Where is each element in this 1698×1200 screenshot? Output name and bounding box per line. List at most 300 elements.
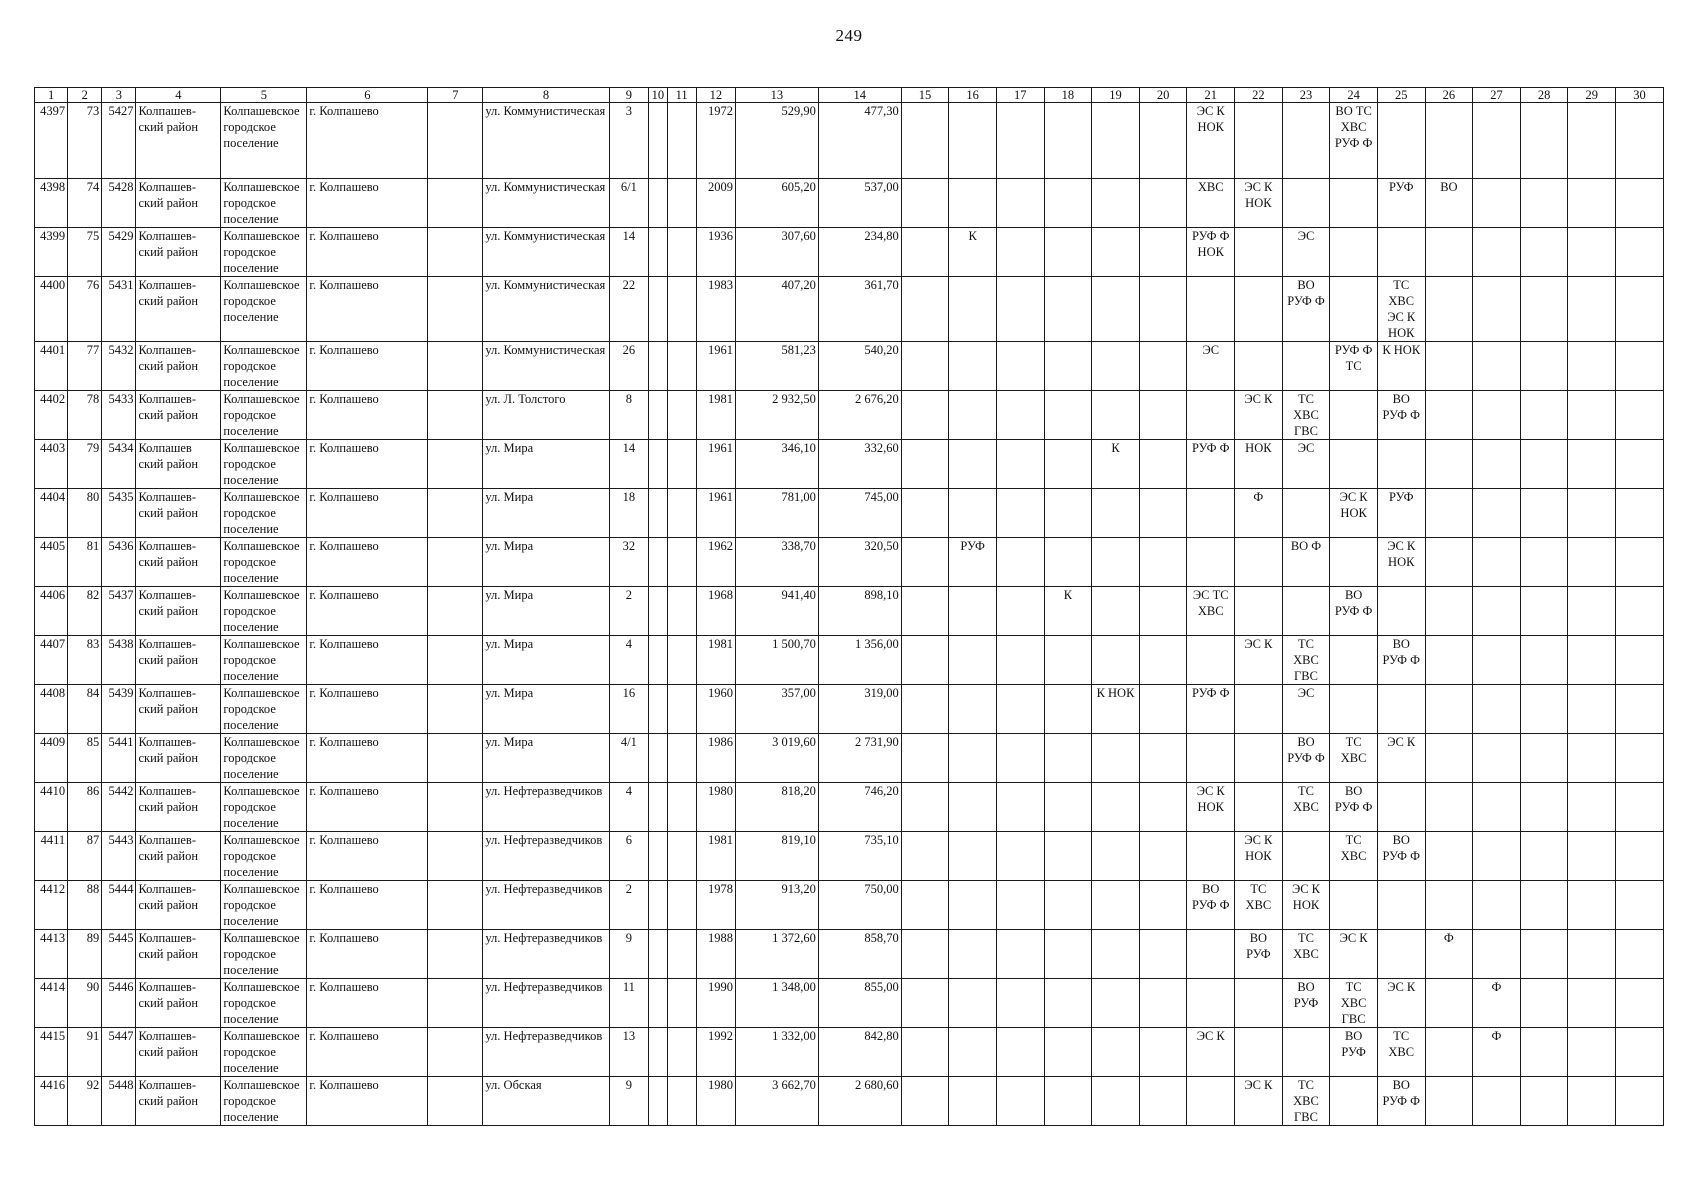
cell-col-22: Ф <box>1235 489 1283 538</box>
table-row <box>35 228 1664 277</box>
cell-col-20 <box>1139 440 1187 489</box>
cell-col-22 <box>1235 734 1283 783</box>
cell-col-26 <box>1425 277 1473 342</box>
cell-col-30 <box>1616 277 1664 342</box>
cell-col-25 <box>1377 930 1425 979</box>
cell-col-5: Колпашевское городское поселение <box>221 783 307 832</box>
cell-col-4: Колпашев- ский район <box>136 636 221 685</box>
cell-col-19 <box>1092 636 1140 685</box>
cell-col-22 <box>1235 103 1283 179</box>
cell-col-6: г. Колпашево <box>307 734 428 783</box>
cell-col-3: 5435 <box>102 489 136 538</box>
cell-col-8: ул. Мира <box>483 489 609 538</box>
cell-col-1: 4414 <box>35 979 68 1028</box>
column-header: 15 <box>901 88 949 103</box>
cell-col-9: 16 <box>609 685 648 734</box>
cell-col-12: 1981 <box>696 832 735 881</box>
cell-col-7 <box>428 103 483 179</box>
cell-col-28 <box>1520 1077 1568 1126</box>
cell-col-4: Колпашев- ский район <box>136 277 221 342</box>
cell-col-17 <box>996 103 1044 179</box>
cell-col-16 <box>949 440 997 489</box>
cell-col-27 <box>1473 1077 1521 1126</box>
cell-col-29 <box>1568 1077 1616 1126</box>
column-header: 21 <box>1187 88 1235 103</box>
cell-col-2: 91 <box>68 1028 102 1077</box>
cell-col-30 <box>1616 636 1664 685</box>
cell-col-28 <box>1520 179 1568 228</box>
cell-col-17 <box>996 734 1044 783</box>
cell-col-24: ТС ХВС <box>1330 734 1378 783</box>
cell-col-10 <box>649 636 668 685</box>
cell-col-26 <box>1425 587 1473 636</box>
cell-col-27 <box>1473 930 1521 979</box>
cell-col-12: 1961 <box>696 489 735 538</box>
cell-col-25 <box>1377 587 1425 636</box>
column-header: 17 <box>996 88 1044 103</box>
cell-col-29 <box>1568 1028 1616 1077</box>
column-header: 19 <box>1092 88 1140 103</box>
cell-col-1: 4415 <box>35 1028 68 1077</box>
cell-col-29 <box>1568 440 1616 489</box>
cell-col-5: Колпашевское городское поселение <box>221 1077 307 1126</box>
cell-col-10 <box>649 1077 668 1126</box>
cell-col-6: г. Колпашево <box>307 179 428 228</box>
cell-col-12: 1980 <box>696 783 735 832</box>
cell-col-7 <box>428 277 483 342</box>
cell-col-24 <box>1330 228 1378 277</box>
cell-col-11 <box>667 440 696 489</box>
cell-col-20 <box>1139 228 1187 277</box>
cell-col-16 <box>949 1028 997 1077</box>
cell-col-11 <box>667 734 696 783</box>
cell-col-26 <box>1425 685 1473 734</box>
cell-col-16: РУФ <box>949 538 997 587</box>
cell-col-14: 2 731,90 <box>818 734 901 783</box>
table-row <box>35 1077 1664 1126</box>
cell-col-18 <box>1044 881 1092 930</box>
cell-col-22 <box>1235 1028 1283 1077</box>
cell-col-17 <box>996 440 1044 489</box>
cell-col-11 <box>667 1028 696 1077</box>
cell-col-11 <box>667 391 696 440</box>
cell-col-19 <box>1092 881 1140 930</box>
cell-col-14: 735,10 <box>818 832 901 881</box>
cell-col-18: К <box>1044 587 1092 636</box>
cell-col-18 <box>1044 832 1092 881</box>
cell-col-10 <box>649 179 668 228</box>
cell-col-7 <box>428 979 483 1028</box>
cell-col-10 <box>649 734 668 783</box>
cell-col-30 <box>1616 342 1664 391</box>
cell-col-26 <box>1425 440 1473 489</box>
column-header: 12 <box>696 88 735 103</box>
cell-col-17 <box>996 538 1044 587</box>
cell-col-22: НОК <box>1235 440 1283 489</box>
cell-col-23: ТС ХВС ГВС <box>1282 391 1330 440</box>
cell-col-19 <box>1092 103 1140 179</box>
cell-col-3: 5443 <box>102 832 136 881</box>
cell-col-15 <box>901 1028 949 1077</box>
cell-col-16 <box>949 636 997 685</box>
cell-col-8: ул. Коммунистическая <box>483 277 609 342</box>
cell-col-20 <box>1139 1077 1187 1126</box>
cell-col-15 <box>901 832 949 881</box>
cell-col-23: ТС ХВС ГВС <box>1282 636 1330 685</box>
cell-col-8: ул. Нефтеразведчиков <box>483 832 609 881</box>
cell-col-26 <box>1425 391 1473 440</box>
cell-col-13: 407,20 <box>736 277 819 342</box>
cell-col-30 <box>1616 832 1664 881</box>
cell-col-2: 76 <box>68 277 102 342</box>
cell-col-21: ЭС К НОК <box>1187 783 1235 832</box>
cell-col-21 <box>1187 734 1235 783</box>
cell-col-10 <box>649 685 668 734</box>
cell-col-5: Колпашевское городское поселение <box>221 440 307 489</box>
cell-col-21: РУФ Ф <box>1187 685 1235 734</box>
cell-col-13: 1 332,00 <box>736 1028 819 1077</box>
cell-col-17 <box>996 587 1044 636</box>
cell-col-22: ЭС К <box>1235 636 1283 685</box>
table-row <box>35 930 1664 979</box>
cell-col-26 <box>1425 783 1473 832</box>
cell-col-26 <box>1425 342 1473 391</box>
cell-col-25: ЭС К <box>1377 734 1425 783</box>
cell-col-12: 1968 <box>696 587 735 636</box>
cell-col-15 <box>901 930 949 979</box>
cell-col-6: г. Колпашево <box>307 277 428 342</box>
cell-col-3: 5436 <box>102 538 136 587</box>
cell-col-22 <box>1235 342 1283 391</box>
cell-col-4: Колпашев- ский район <box>136 103 221 179</box>
cell-col-16 <box>949 734 997 783</box>
cell-col-5: Колпашевское городское поселение <box>221 930 307 979</box>
cell-col-6: г. Колпашево <box>307 636 428 685</box>
cell-col-23: ТС ХВС <box>1282 783 1330 832</box>
cell-col-30 <box>1616 538 1664 587</box>
cell-col-18 <box>1044 685 1092 734</box>
cell-col-14: 898,10 <box>818 587 901 636</box>
cell-col-5: Колпашевское городское поселение <box>221 489 307 538</box>
cell-col-8: ул. Мира <box>483 636 609 685</box>
cell-col-15 <box>901 881 949 930</box>
cell-col-1: 4410 <box>35 783 68 832</box>
cell-col-18 <box>1044 1028 1092 1077</box>
cell-col-19 <box>1092 979 1140 1028</box>
cell-col-25: РУФ <box>1377 179 1425 228</box>
cell-col-22 <box>1235 979 1283 1028</box>
cell-col-3: 5442 <box>102 783 136 832</box>
cell-col-29 <box>1568 103 1616 179</box>
cell-col-9: 13 <box>609 1028 648 1077</box>
cell-col-8: ул. Коммунистическая <box>483 342 609 391</box>
cell-col-12: 1961 <box>696 440 735 489</box>
cell-col-2: 79 <box>68 440 102 489</box>
cell-col-13: 819,10 <box>736 832 819 881</box>
cell-col-7 <box>428 391 483 440</box>
cell-col-9: 26 <box>609 342 648 391</box>
cell-col-16 <box>949 1077 997 1126</box>
cell-col-3: 5434 <box>102 440 136 489</box>
cell-col-3: 5445 <box>102 930 136 979</box>
cell-col-23 <box>1282 489 1330 538</box>
cell-col-2: 90 <box>68 979 102 1028</box>
column-header: 29 <box>1568 88 1616 103</box>
cell-col-20 <box>1139 930 1187 979</box>
column-header: 23 <box>1282 88 1330 103</box>
cell-col-6: г. Колпашево <box>307 685 428 734</box>
cell-col-30 <box>1616 440 1664 489</box>
cell-col-9: 6 <box>609 832 648 881</box>
column-header: 28 <box>1520 88 1568 103</box>
cell-col-13: 818,20 <box>736 783 819 832</box>
cell-col-17 <box>996 489 1044 538</box>
cell-col-25 <box>1377 440 1425 489</box>
cell-col-29 <box>1568 734 1616 783</box>
cell-col-6: г. Колпашево <box>307 832 428 881</box>
cell-col-11 <box>667 783 696 832</box>
cell-col-10 <box>649 391 668 440</box>
cell-col-24: ВО ТС ХВС РУФ Ф <box>1330 103 1378 179</box>
column-header: 1 <box>35 88 68 103</box>
cell-col-9: 9 <box>609 1077 648 1126</box>
cell-col-13: 1 348,00 <box>736 979 819 1028</box>
cell-col-19 <box>1092 342 1140 391</box>
cell-col-30 <box>1616 489 1664 538</box>
cell-col-18 <box>1044 489 1092 538</box>
cell-col-12: 1972 <box>696 103 735 179</box>
cell-col-17 <box>996 277 1044 342</box>
cell-col-16 <box>949 489 997 538</box>
cell-col-10 <box>649 489 668 538</box>
cell-col-2: 75 <box>68 228 102 277</box>
cell-col-8: ул. Нефтеразведчиков <box>483 1028 609 1077</box>
cell-col-30 <box>1616 1028 1664 1077</box>
cell-col-23 <box>1282 832 1330 881</box>
cell-col-12: 1981 <box>696 636 735 685</box>
cell-col-27 <box>1473 587 1521 636</box>
table-row <box>35 881 1664 930</box>
cell-col-11 <box>667 179 696 228</box>
cell-col-29 <box>1568 179 1616 228</box>
table-row <box>35 391 1664 440</box>
cell-col-2: 83 <box>68 636 102 685</box>
cell-col-13: 307,60 <box>736 228 819 277</box>
column-header: 27 <box>1473 88 1521 103</box>
cell-col-1: 4401 <box>35 342 68 391</box>
cell-col-7 <box>428 685 483 734</box>
cell-col-17 <box>996 342 1044 391</box>
cell-col-5: Колпашевское городское поселение <box>221 979 307 1028</box>
cell-col-24 <box>1330 391 1378 440</box>
page-number: 249 <box>835 26 863 45</box>
cell-col-5: Колпашевское городское поселение <box>221 103 307 179</box>
cell-col-25: РУФ <box>1377 489 1425 538</box>
cell-col-8: ул. Мира <box>483 587 609 636</box>
cell-col-14: 858,70 <box>818 930 901 979</box>
cell-col-11 <box>667 538 696 587</box>
cell-col-8: ул. Л. Толстого <box>483 391 609 440</box>
cell-col-15 <box>901 783 949 832</box>
cell-col-22: ЭС К <box>1235 1077 1283 1126</box>
cell-col-15 <box>901 734 949 783</box>
cell-col-26: Ф <box>1425 930 1473 979</box>
cell-col-24 <box>1330 636 1378 685</box>
cell-col-13: 941,40 <box>736 587 819 636</box>
cell-col-14: 750,00 <box>818 881 901 930</box>
cell-col-2: 86 <box>68 783 102 832</box>
cell-col-20 <box>1139 636 1187 685</box>
cell-col-1: 4403 <box>35 440 68 489</box>
cell-col-2: 85 <box>68 734 102 783</box>
cell-col-8: ул. Мира <box>483 440 609 489</box>
cell-col-15 <box>901 179 949 228</box>
cell-col-19 <box>1092 391 1140 440</box>
cell-col-24 <box>1330 1077 1378 1126</box>
cell-col-12: 1962 <box>696 538 735 587</box>
cell-col-27 <box>1473 636 1521 685</box>
cell-col-5: Колпашевское городское поселение <box>221 881 307 930</box>
cell-col-13: 3 019,60 <box>736 734 819 783</box>
cell-col-13: 581,23 <box>736 342 819 391</box>
cell-col-11 <box>667 277 696 342</box>
cell-col-7 <box>428 1028 483 1077</box>
cell-col-2: 73 <box>68 103 102 179</box>
cell-col-23: ВО РУФ Ф <box>1282 734 1330 783</box>
cell-col-18 <box>1044 783 1092 832</box>
cell-col-14: 2 676,20 <box>818 391 901 440</box>
cell-col-16: К <box>949 228 997 277</box>
column-header: 7 <box>428 88 483 103</box>
cell-col-21 <box>1187 538 1235 587</box>
cell-col-1: 4406 <box>35 587 68 636</box>
cell-col-5: Колпашевское городское поселение <box>221 685 307 734</box>
cell-col-27 <box>1473 832 1521 881</box>
cell-col-7 <box>428 228 483 277</box>
cell-col-14: 746,20 <box>818 783 901 832</box>
cell-col-1: 4398 <box>35 179 68 228</box>
cell-col-17 <box>996 832 1044 881</box>
column-header: 4 <box>136 88 221 103</box>
cell-col-2: 80 <box>68 489 102 538</box>
cell-col-26 <box>1425 832 1473 881</box>
cell-col-25: ЭС К НОК <box>1377 538 1425 587</box>
cell-col-24: ВО РУФ Ф <box>1330 783 1378 832</box>
column-header: 10 <box>649 88 668 103</box>
cell-col-21: ЭС <box>1187 342 1235 391</box>
cell-col-16 <box>949 587 997 636</box>
cell-col-2: 77 <box>68 342 102 391</box>
cell-col-26 <box>1425 228 1473 277</box>
cell-col-11 <box>667 636 696 685</box>
column-header: 8 <box>483 88 609 103</box>
cell-col-9: 11 <box>609 979 648 1028</box>
cell-col-13: 3 662,70 <box>736 1077 819 1126</box>
cell-col-24: ВО РУФ Ф <box>1330 587 1378 636</box>
cell-col-25: К НОК <box>1377 342 1425 391</box>
cell-col-13: 1 500,70 <box>736 636 819 685</box>
cell-col-19: К НОК <box>1092 685 1140 734</box>
cell-col-1: 4404 <box>35 489 68 538</box>
column-header: 9 <box>609 88 648 103</box>
cell-col-30 <box>1616 734 1664 783</box>
cell-col-27 <box>1473 277 1521 342</box>
cell-col-25 <box>1377 685 1425 734</box>
cell-col-23: ТС ХВС ГВС <box>1282 1077 1330 1126</box>
cell-col-1: 4412 <box>35 881 68 930</box>
cell-col-8: ул. Обская <box>483 1077 609 1126</box>
cell-col-21: ЭС К <box>1187 1028 1235 1077</box>
cell-col-6: г. Колпашево <box>307 391 428 440</box>
cell-col-20 <box>1139 734 1187 783</box>
cell-col-6: г. Колпашево <box>307 489 428 538</box>
cell-col-17 <box>996 979 1044 1028</box>
cell-col-30 <box>1616 1077 1664 1126</box>
cell-col-20 <box>1139 489 1187 538</box>
cell-col-29 <box>1568 391 1616 440</box>
cell-col-26 <box>1425 881 1473 930</box>
column-header: 16 <box>949 88 997 103</box>
cell-col-20 <box>1139 277 1187 342</box>
cell-col-18 <box>1044 636 1092 685</box>
cell-col-14: 332,60 <box>818 440 901 489</box>
table-row <box>35 832 1664 881</box>
cell-col-9: 2 <box>609 881 648 930</box>
cell-col-13: 529,90 <box>736 103 819 179</box>
cell-col-4: Колпашев- ский район <box>136 979 221 1028</box>
cell-col-30 <box>1616 881 1664 930</box>
cell-col-19: К <box>1092 440 1140 489</box>
cell-col-20 <box>1139 538 1187 587</box>
cell-col-8: ул. Нефтеразведчиков <box>483 881 609 930</box>
cell-col-23: ЭС <box>1282 685 1330 734</box>
cell-col-12: 2009 <box>696 179 735 228</box>
cell-col-6: г. Колпашево <box>307 587 428 636</box>
cell-col-23: ВО РУФ <box>1282 979 1330 1028</box>
cell-col-5: Колпашевское городское поселение <box>221 587 307 636</box>
table-body <box>35 103 1664 1126</box>
cell-col-28 <box>1520 489 1568 538</box>
cell-col-29 <box>1568 636 1616 685</box>
cell-col-19 <box>1092 587 1140 636</box>
cell-col-11 <box>667 979 696 1028</box>
cell-col-15 <box>901 228 949 277</box>
cell-col-11 <box>667 930 696 979</box>
cell-col-15 <box>901 685 949 734</box>
cell-col-19 <box>1092 930 1140 979</box>
cell-col-20 <box>1139 342 1187 391</box>
cell-col-30 <box>1616 783 1664 832</box>
cell-col-2: 84 <box>68 685 102 734</box>
cell-col-6: г. Колпашево <box>307 1077 428 1126</box>
cell-col-25: ВО РУФ Ф <box>1377 391 1425 440</box>
cell-col-1: 4402 <box>35 391 68 440</box>
cell-col-24 <box>1330 277 1378 342</box>
cell-col-6: г. Колпашево <box>307 930 428 979</box>
cell-col-14: 1 356,00 <box>818 636 901 685</box>
cell-col-4: Колпашев- ский район <box>136 587 221 636</box>
register-table <box>34 87 1664 1126</box>
cell-col-15 <box>901 538 949 587</box>
cell-col-13: 605,20 <box>736 179 819 228</box>
cell-col-23 <box>1282 179 1330 228</box>
cell-col-23: ВО РУФ Ф <box>1282 277 1330 342</box>
cell-col-23 <box>1282 342 1330 391</box>
cell-col-29 <box>1568 342 1616 391</box>
cell-col-25: ТС ХВС <box>1377 1028 1425 1077</box>
cell-col-12: 1990 <box>696 979 735 1028</box>
cell-col-21 <box>1187 979 1235 1028</box>
